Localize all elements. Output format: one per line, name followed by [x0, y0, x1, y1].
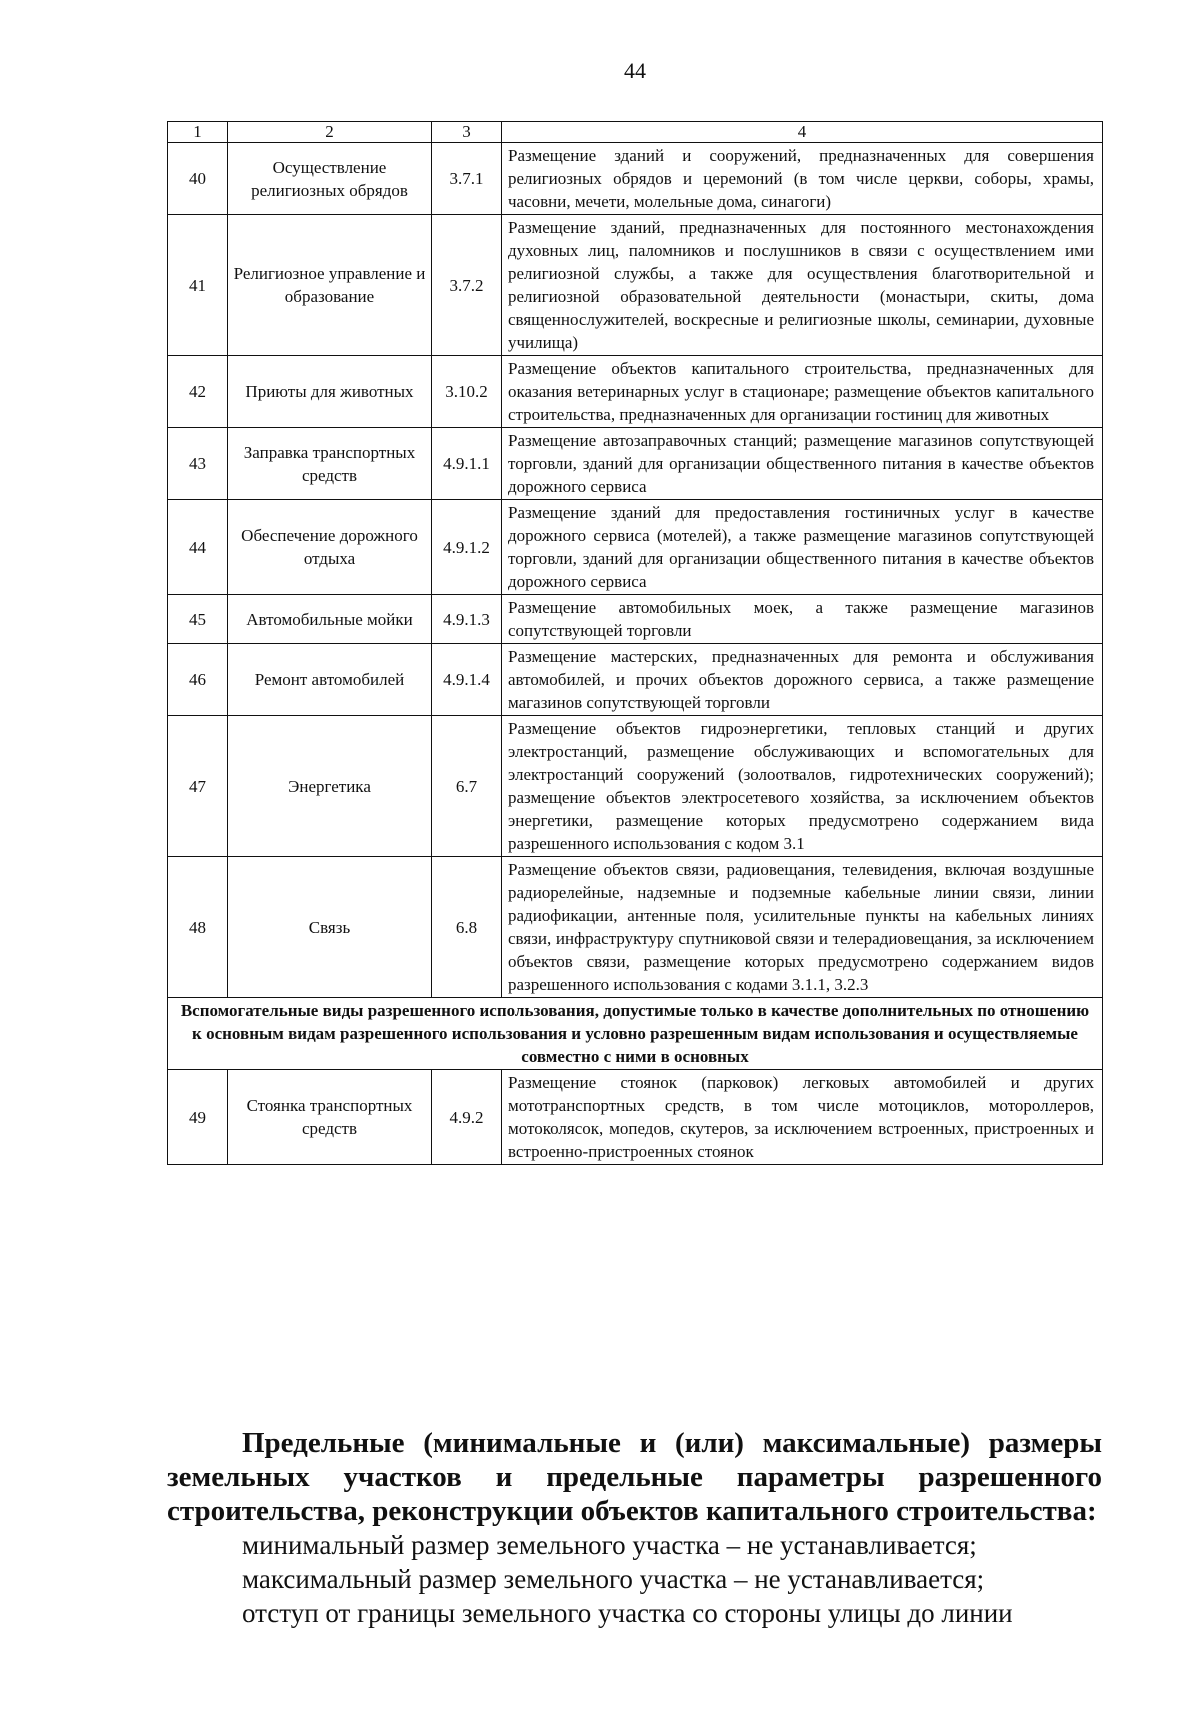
- use-type-description: Размещение автозаправочных станций; размещение магазинов сопутствующей торговли, зданий для организации общественного питания в качестве объектов дорожного сервиса: [502, 428, 1103, 500]
- use-type-description: Размещение объектов связи, радиовещания, телевидения, включая воздушные радиорелейные, надземные и подземные кабельные линии связи, линии радиофикации, антенные поля, усилительные пункты на кабельных линиях связи, инфраструктуру спутниковой связи и телерадиовещания, за исключением объектов связи, размещение которых предусмотрено содержанием видов разрешенного использования с кодами 3.1.1, 3.2.3: [502, 857, 1103, 998]
- use-type-name: Приюты для животных: [228, 356, 432, 428]
- table-row: [168, 857, 1103, 998]
- table-row: [168, 428, 1103, 500]
- table-header-row: [168, 122, 1103, 143]
- row-number: 49: [168, 1070, 228, 1165]
- row-number: 47: [168, 716, 228, 857]
- table-row: [168, 500, 1103, 595]
- use-type-name: Ремонт автомобилей: [228, 644, 432, 716]
- row-number: 43: [168, 428, 228, 500]
- header-cell: 1: [168, 122, 228, 143]
- use-type-description: Размещение мастерских, предназначенных для ремонта и обслуживания автомобилей, и прочих объектов дорожного сервиса, а также размещение магазинов сопутствующей торговли: [502, 644, 1103, 716]
- use-type-code: 3.7.1: [432, 143, 502, 215]
- table-row: [168, 356, 1103, 428]
- table-row: [168, 143, 1103, 215]
- header-cell: 3: [432, 122, 502, 143]
- parameters-section: [167, 1426, 1102, 1630]
- section-row: [168, 998, 1103, 1070]
- row-number: 48: [168, 857, 228, 998]
- use-type-name: Заправка транспортных средств: [228, 428, 432, 500]
- parameters-heading: Предельные (минимальные и (или) максимальные) размеры земельных участков и предельные параметры разрешенного строительства, реконструкции объектов капитального строительства:: [167, 1427, 1102, 1527]
- use-type-name: Стоянка транспортных средств: [228, 1070, 432, 1165]
- row-number: 41: [168, 215, 228, 356]
- table-row: [168, 716, 1103, 857]
- paragraph: максимальный размер земельного участка – не устанавливается;: [242, 1564, 985, 1594]
- paragraph: минимальный размер земельного участка – не устанавливается;: [242, 1530, 977, 1560]
- use-type-code: 4.9.1.4: [432, 644, 502, 716]
- header-cell: 2: [228, 122, 432, 143]
- use-type-code: 6.7: [432, 716, 502, 857]
- use-type-description: Размещение автомобильных моек, а также размещение магазинов сопутствующей торговли: [502, 595, 1103, 644]
- table-row: [168, 595, 1103, 644]
- use-type-code: 4.9.1.2: [432, 500, 502, 595]
- section-title: Вспомогательные виды разрешенного использования, допустимые только в качестве дополнительных по отношению к основным видам разрешенного использования и условно разрешенным видам использования и осуществляемые совместно с ними в основных: [168, 998, 1103, 1070]
- land-use-table: [167, 121, 1103, 1165]
- use-type-code: 3.10.2: [432, 356, 502, 428]
- use-type-name: Связь: [228, 857, 432, 998]
- row-number: 45: [168, 595, 228, 644]
- row-number: 46: [168, 644, 228, 716]
- use-type-code: 3.7.2: [432, 215, 502, 356]
- use-type-name: Религиозное управление и образование: [228, 215, 432, 356]
- use-type-code: 6.8: [432, 857, 502, 998]
- paragraph: отступ от границы земельного участка со стороны улицы до линии: [242, 1598, 1013, 1628]
- table-row: [168, 644, 1103, 716]
- page-number: 44: [624, 58, 646, 83]
- use-type-description: Размещение объектов капитального строительства, предназначенных для оказания ветеринарных услуг в стационаре; размещение объектов капитального строительства, предназначенных для организации гостиниц для животных: [502, 356, 1103, 428]
- row-number: 42: [168, 356, 228, 428]
- use-type-code: 4.9.1.3: [432, 595, 502, 644]
- use-type-description: Размещение объектов гидроэнергетики, тепловых станций и других электростанций, размещение обслуживающих и вспомогательных для электростанций сооружений (золоотвалов, гидротехнических сооружений); размещение объектов электросетевого хозяйства, за исключением объектов энергетики, размещение которых предусмотрено содержанием вида разрешенного использования с кодом 3.1: [502, 716, 1103, 857]
- table-row: [168, 215, 1103, 356]
- header-cell: 4: [502, 122, 1103, 143]
- use-type-description: Размещение стоянок (парковок) легковых автомобилей и других мототранспортных средств, в том числе мотоциклов, мотороллеров, мотоколясок, мопедов, скутеров, за исключением встроенных, пристроенных и встроенно-пристроенных стоянок: [502, 1070, 1103, 1165]
- row-number: 44: [168, 500, 228, 595]
- use-type-name: Энергетика: [228, 716, 432, 857]
- table-row: [168, 1070, 1103, 1165]
- use-type-name: Автомобильные мойки: [228, 595, 432, 644]
- use-type-description: Размещение зданий и сооружений, предназначенных для совершения религиозных обрядов и церемоний (в том числе церкви, соборы, храмы, часовни, мечети, молельные дома, синагоги): [502, 143, 1103, 215]
- use-type-code: 4.9.1.1: [432, 428, 502, 500]
- use-type-name: Обеспечение дорожного отдыха: [228, 500, 432, 595]
- row-number: 40: [168, 143, 228, 215]
- use-type-code: 4.9.2: [432, 1070, 502, 1165]
- use-type-description: Размещение зданий, предназначенных для постоянного местонахождения духовных лиц, паломников и послушников в связи с осуществлением ими религиозной службы, а также для осуществления благотворительной и религиозной образовательной деятельности (монастыри, скиты, дома священнослужителей, воскресные и религиозные школы, семинарии, духовные училища): [502, 215, 1103, 356]
- use-type-name: Осуществление религиозных обрядов: [228, 143, 432, 215]
- use-type-description: Размещение зданий для предоставления гостиничных услуг в качестве дорожного сервиса (мотелей), а также размещение магазинов сопутствующей торговли, зданий для организации общественного питания в качестве объектов дорожного сервиса: [502, 500, 1103, 595]
